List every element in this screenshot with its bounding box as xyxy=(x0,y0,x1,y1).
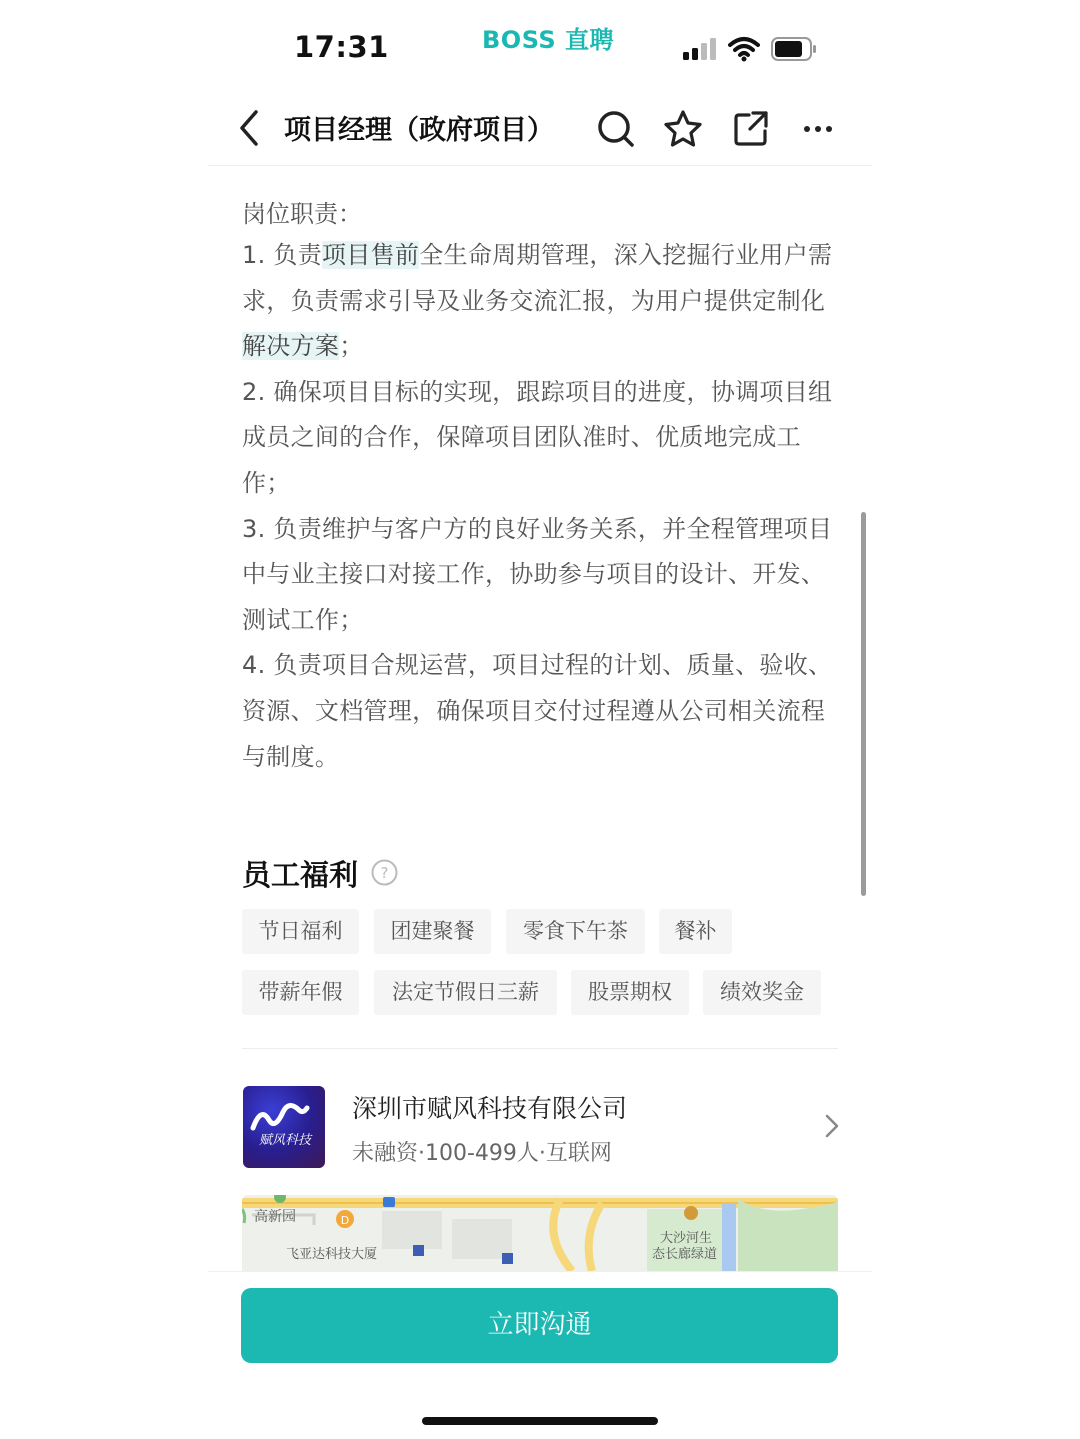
cellular-signal-icon xyxy=(683,38,719,60)
wifi-icon xyxy=(728,36,760,62)
star-icon[interactable] xyxy=(663,109,703,149)
page-title: 项目经理（政府项目） xyxy=(284,115,554,146)
duties-heading: 岗位职责： xyxy=(242,200,362,228)
svg-text:?: ? xyxy=(380,864,389,882)
home-indicator[interactable] xyxy=(422,1417,658,1425)
duty-item-1 xyxy=(242,233,842,370)
svg-text:D: D xyxy=(340,1214,350,1227)
share-icon[interactable] xyxy=(731,109,771,149)
duty-item-3: 3. 负责维护与客户方的良好业务关系，并全程管理项目中与业主接口对接工作，协助参与项目的设计、开发、测试工作； xyxy=(242,514,833,634)
bottom-bar-divider xyxy=(208,1271,872,1272)
map-graphic xyxy=(242,1195,838,1271)
benefits-title: 员工福利 xyxy=(242,858,359,892)
benefit-tag: 股票期权 xyxy=(571,970,689,1015)
benefit-tag: 零食下午茶 xyxy=(506,909,645,954)
search-icon[interactable] xyxy=(596,109,636,149)
chevron-right-icon[interactable] xyxy=(822,1112,842,1140)
scrollbar[interactable] xyxy=(861,512,866,896)
company-logo[interactable] xyxy=(243,1086,325,1168)
benefit-tag: 节日福利 xyxy=(242,909,359,954)
more-icon[interactable] xyxy=(798,109,838,149)
duty-item-2: 2. 确保项目目标的实现，跟踪项目的进度，协调项目组成员之间的合作，保障项目团队准时、优质地完成工作； xyxy=(242,377,833,497)
duty-text: 全生命周期管理，深入挖掘行业用户需求，负责需求引导及业务交流汇报，为用户提供定制化 xyxy=(242,241,833,315)
section-divider xyxy=(242,1048,838,1049)
status-time: 17:31 xyxy=(294,30,389,64)
back-arrow-icon[interactable] xyxy=(234,108,262,148)
keyword-highlight[interactable]: 项目售前 xyxy=(322,241,420,269)
company-logo-graphic xyxy=(243,1086,325,1168)
map-label: 态长廊绿道 xyxy=(652,1247,718,1262)
company-logo-text: 赋风科技 xyxy=(258,1133,312,1148)
company-name[interactable]: 深圳市赋风科技有限公司 xyxy=(352,1094,628,1123)
duty-text: 1. 负责 xyxy=(242,241,323,269)
nav-bar xyxy=(208,92,872,166)
benefit-tag: 法定节假日三薪 xyxy=(374,970,557,1015)
benefit-tag: 餐补 xyxy=(659,909,732,954)
map-label: 大沙河生 xyxy=(660,1231,713,1246)
map-label: 飞亚达科技大厦 xyxy=(286,1247,378,1262)
benefit-tag: 带薪年假 xyxy=(242,970,359,1015)
duty-item-4: 4. 负责项目合规运营，项目过程的计划、质量、验收、资源、文档管理，确保项目交付过程遵从公司相关流程与制度。 xyxy=(242,651,833,771)
chat-now-button[interactable]: 立即沟通 xyxy=(241,1288,838,1363)
brand-label: BOSS 直聘 xyxy=(482,26,615,54)
map-label: 高新园 xyxy=(254,1209,296,1225)
status-bar xyxy=(0,0,1080,90)
job-description xyxy=(242,195,842,780)
company-meta: 未融资·100-499人·互联网 xyxy=(352,1141,612,1166)
benefit-tag: 绩效奖金 xyxy=(703,970,821,1015)
duty-text: ； xyxy=(339,332,364,361)
benefit-tag: 团建聚餐 xyxy=(374,909,491,954)
map-preview[interactable] xyxy=(242,1195,838,1271)
question-circle-icon[interactable] xyxy=(371,859,398,886)
keyword-highlight[interactable]: 解决方案 xyxy=(242,332,340,361)
battery-icon xyxy=(771,37,817,61)
